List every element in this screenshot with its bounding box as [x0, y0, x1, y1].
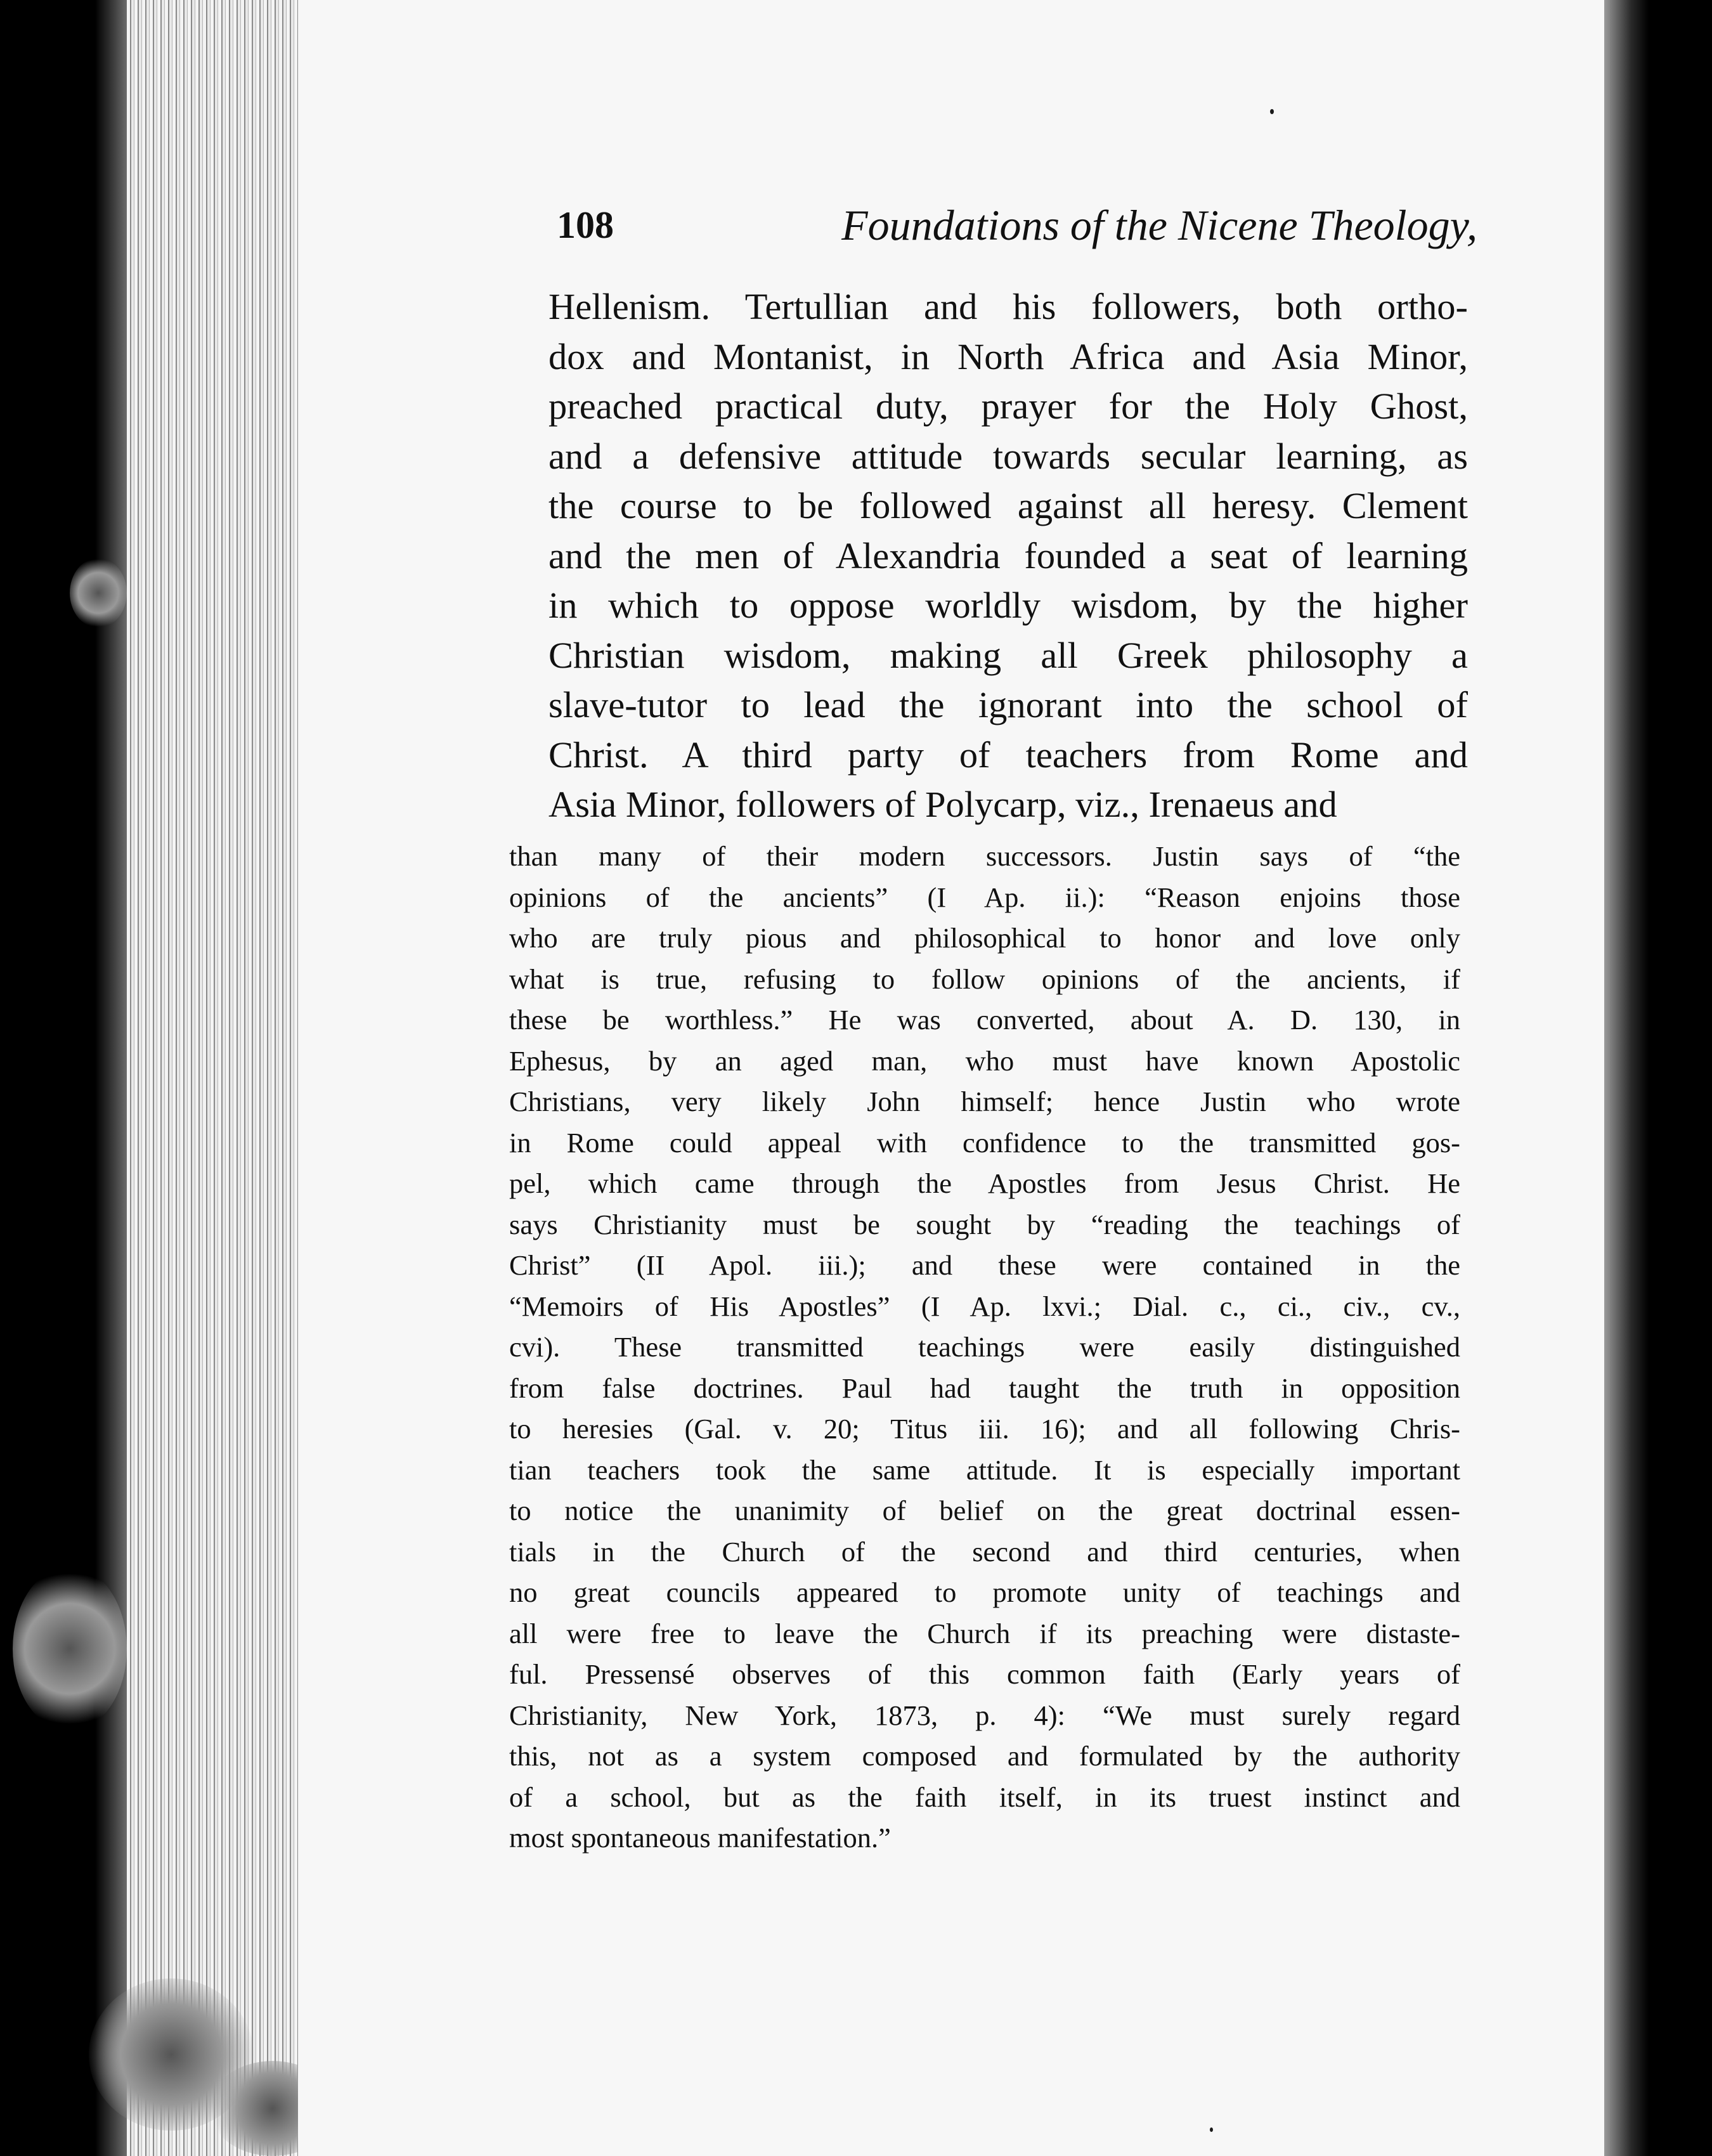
body-text-line: the course to be followed against all heresy. Clement [548, 485, 1468, 526]
footnote-text-line: Christianity, New York, 1873, p. 4): “We must surely regard [509, 1699, 1460, 1731]
footnote-paragraph [509, 836, 1460, 1859]
footnote-text-line: Christians, very likely John himself; hence Justin who wrote [509, 1086, 1460, 1117]
footnote-text-line: says Christianity must be sought by “reading the teachings of [509, 1208, 1460, 1240]
footnote-text-line: ful. Pressensé observes of this common faith (Early years of [509, 1658, 1460, 1690]
body-text-line: and the men of Alexandria founded a seat of learning [548, 535, 1468, 576]
footnote-text-line: tian teachers took the same attitude. It is especially important [509, 1453, 1460, 1486]
body-text-line: Christian wisdom, making all Greek philosophy a [548, 634, 1468, 676]
body-paragraph [548, 282, 1468, 830]
footnote-text-line: of a school, but as the faith itself, in its truest instinct and [509, 1781, 1460, 1813]
body-text-line: and a defensive attitude towards secular learning, as [548, 435, 1468, 477]
running-head [557, 200, 1477, 270]
page-gutter-shadow [1604, 0, 1649, 2156]
footnote-text-line: tials in the Church of the second and third centuries, when [509, 1535, 1460, 1568]
footnote-text-line: what is true, refusing to follow opinions of the ancients, if [509, 963, 1460, 995]
footnote-text-line: pel, which came through the Apostles from Jesus Christ. He [509, 1167, 1460, 1199]
footnote-text-line: all were free to leave the Church if its preaching were distaste- [509, 1617, 1460, 1649]
footnote-text-line: most spontaneous manifestation.” [509, 1822, 891, 1854]
ink-speck [1210, 2127, 1213, 2132]
footnote-text-line: no great councils appeared to promote unity of teachings and [509, 1576, 1460, 1608]
footnote-text-line: Ephesus, by an aged man, who must have known Apostolic [509, 1044, 1460, 1077]
ink-speck [1270, 109, 1274, 114]
footnote-text-line: these be worthless.” He was converted, about A. D. 130, in [509, 1004, 1460, 1036]
scan-border [1649, 0, 1712, 2156]
stain-mark [70, 558, 127, 628]
footnote-text-line: who are truly pious and philosophical to honor and love only [509, 922, 1460, 954]
footnote-text-line: to heresies (Gal. v. 20; Titus iii. 16); and all following Chris- [509, 1413, 1460, 1445]
footnote-text-line: Christ” (II Apol. iii.); and these were contained in the [509, 1249, 1460, 1281]
body-text-line: Asia Minor, followers of Polycarp, viz., Irenaeus and [548, 784, 1337, 825]
body-text-line: Hellenism. Tertullian and his followers, both ortho- [548, 286, 1468, 327]
footnote-text-line: than many of their modern successors. Justin says of “the [509, 840, 1460, 872]
footnote-text-line: in Rome could appeal with confidence to the transmitted gos- [509, 1126, 1460, 1159]
body-text-line: preached practical duty, prayer for the Holy Ghost, [548, 386, 1468, 427]
footnote-text-line: “Memoirs of His Apostles” (I Ap. lxvi.; Dial. c., ci., civ., cv., [509, 1290, 1460, 1322]
body-text-line: Christ. A third party of teachers from Rome and [548, 734, 1468, 776]
stain-mark [13, 1566, 127, 1731]
footnote-text-line: to notice the unanimity of belief on the great doctrinal essen- [509, 1495, 1460, 1526]
page-number: 108 [557, 204, 614, 246]
footnote-text-line: opinions of the ancients” (I Ap. ii.): “Reason enjoins those [509, 881, 1460, 913]
footnote-text-line: this, not as a system composed and formulated by the authority [509, 1740, 1460, 1772]
body-text-line: in which to oppose worldly wisdom, by the higher [548, 585, 1468, 626]
stacked-page-edges [127, 0, 311, 2156]
footnote-text-line: cvi). These transmitted teachings were easily distinguished [509, 1331, 1460, 1363]
body-text-line: slave-tutor to lead the ignorant into the school of [548, 684, 1468, 725]
body-text-line: dox and Montanist, in North Africa and Asia Minor, [548, 335, 1468, 377]
footnote-text-line: from false doctrines. Paul had taught the truth in opposition [509, 1372, 1460, 1404]
running-title: Foundations of the Nicene Theology, [841, 201, 1477, 249]
